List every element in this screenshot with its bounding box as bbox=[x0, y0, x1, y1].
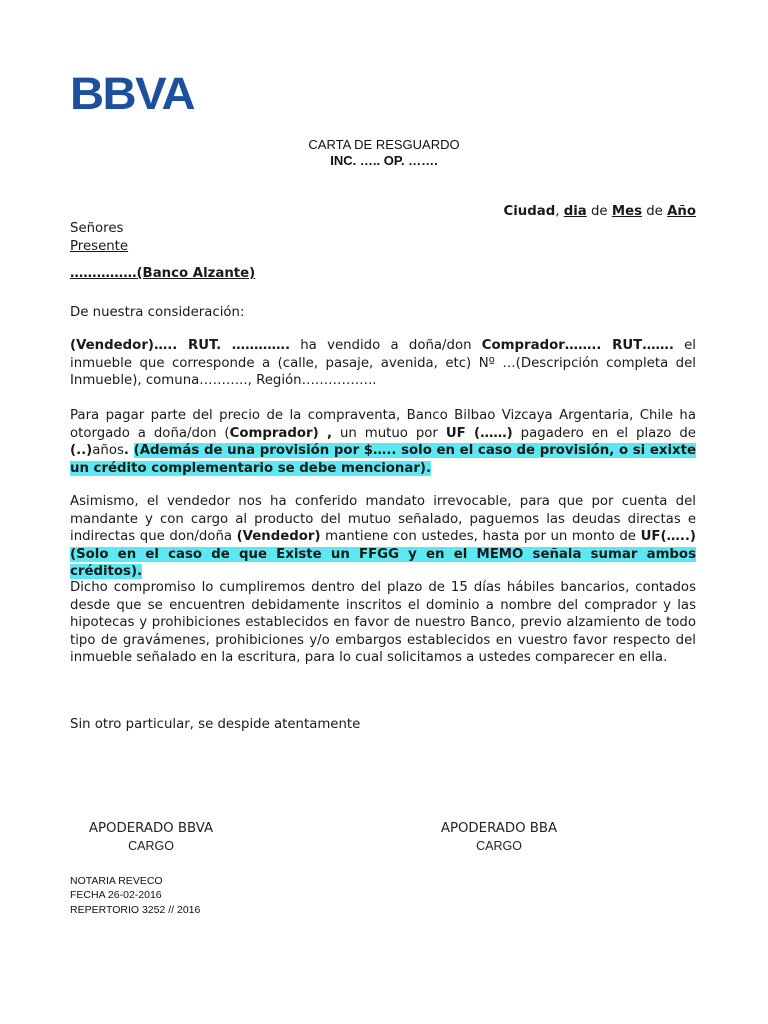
notary-repertorio: REPERTORIO 3252 // 2016 bbox=[70, 903, 201, 916]
letter-title: CARTA DE RESGUARDO bbox=[308, 137, 460, 152]
signature-bba: APODERADO BBA CARGO bbox=[440, 821, 558, 853]
notary-name: NOTARIA REVECO bbox=[70, 875, 163, 887]
notary-info bbox=[70, 874, 200, 917]
year: Año bbox=[667, 204, 696, 219]
ffgg-note: (Solo en el caso de que Existe un FFGG y en el MEMO señala sumar ambos créditos). bbox=[70, 546, 696, 580]
day: dia bbox=[563, 204, 587, 219]
recipient-line: Señores bbox=[70, 221, 124, 236]
provision-note: (Además de una provisión por $….. solo en el caso de provisión, o si exixte un crédito complementario se debe mencionar). bbox=[70, 443, 696, 476]
paragraph-sale: (Vendedor)….. RUT. …………. ha vendido a doña/don Comprador…….. RUT……. el inmueble que corresponde a (calle, pasaje, avenida, etc) Nº …(Descripción completa del Inmueble), comuna……….., Región…………….. bbox=[70, 338, 696, 389]
notary-date: FECHA 26-02-2016 bbox=[70, 889, 162, 902]
closing: Sin otro particular, se despide atentamente bbox=[70, 717, 361, 732]
paragraph-commitment: Dicho compromiso lo cumpliremos dentro del plazo de 15 días hábiles bancarios, contados desde que se encuentren debidamente inscritos el dominio a nombre del comprador y las hipotecas y prohibiciones establecidos en favor de nuestro Banco, previo alzamiento de todo tipo de gravámenes, prohibiciones y/o embargos establecidos en vuestro favor respecto del inmueble señalado en la escritura, para lo cual solicitamos a ustedes comparecer en ella. bbox=[70, 580, 696, 666]
bank-name: ……………(Banco Alzante) bbox=[70, 266, 256, 281]
letter-reference: INC. ….. OP. ……. bbox=[330, 153, 438, 168]
recipient-presente: Presente bbox=[70, 239, 129, 254]
date-line: Ciudad, dia de Mes de Año bbox=[503, 204, 696, 219]
paragraph-loan: Para pagar parte del precio de la compraventa, Banco Bilbao Vizcaya Argentaria, Chile ha otorgado a doña/don (Comprador) , un mutuo por UF (……) pagadero en el plazo de (..)años. (Además de una provisión por $….. solo en el caso de provisión, o si exixte un crédito complementario se debe mencionar). bbox=[70, 408, 696, 476]
bbva-logo: BBVA bbox=[70, 68, 195, 119]
month: Mes bbox=[611, 204, 643, 219]
salutation: De nuestra consideración: bbox=[70, 305, 245, 320]
paragraph-mandate: Asimismo, el vendedor nos ha conferido mandato irrevocable, para que por cuenta del mandante y con cargo al producto del mutuo señalado, paguemos las deudas directas e indirectas que don/doña (Vendedor) mantiene con ustedes, hasta por un monto de UF(…..) (Solo en el caso de que Existe un FFGG y en el MEMO señala sumar ambos créditos). bbox=[70, 494, 696, 580]
city: Ciudad bbox=[503, 204, 556, 219]
signature-bbva: APODERADO BBVA CARGO bbox=[88, 821, 214, 853]
